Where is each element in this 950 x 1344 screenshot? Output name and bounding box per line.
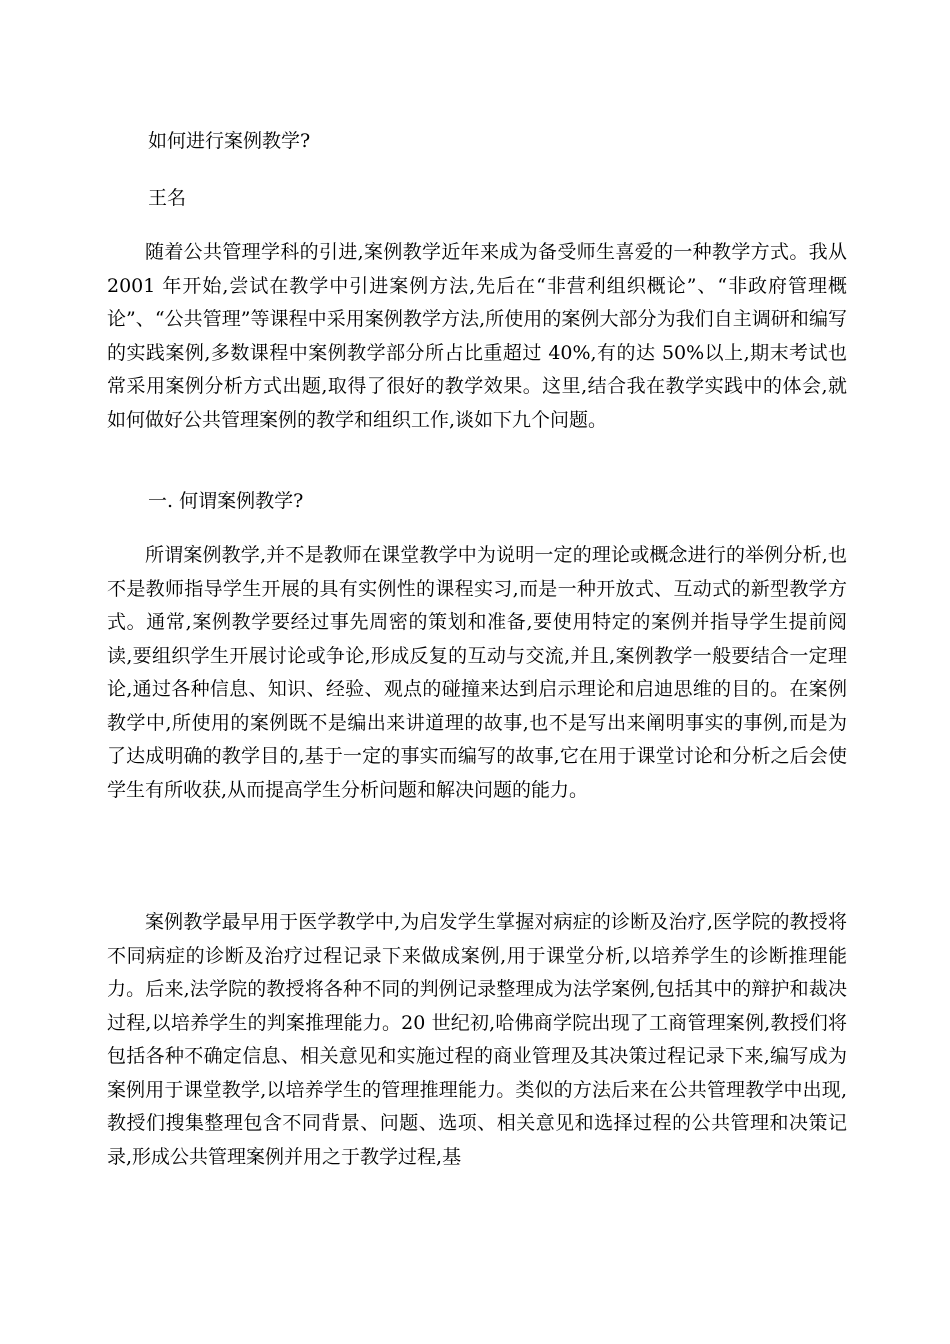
paragraph-definition: 所谓案例教学,并不是教师在课堂教学中为说明一定的理论或概念进行的举例分析,也不是教师指导学生开展的具有实例性的课程实习,而是一种开放式、互动式的新型教学方式。通常,案例教学要经过事先周密的策划和准备,要使用特定的案例并指导学生提前阅读,要组织学生开展讨论或争论,形成反复的互动与交流,并且,案例教学一般要结合一定理论,通过各种信息、知识、经验、观点的碰撞来达到启示理论和启迪思维的目的。在案例教学中,所使用的案例既不是编出来讲道理的故事,也不是写出来阐明事实的事例,而是为了达成明确的教学目的,基于一定的事实而编写的故事,它在用于课堂讨论和分析之后会使学生有所收获,从而提高学生分析问题和解决问题的能力。 xyxy=(107,544,847,801)
paragraph-intro: 随着公共管理学科的引进,案例教学近年来成为备受师生喜爱的一种教学方式。我从 2001 年开始,尝试在教学中引进案例方法,先后在“非营利组织概论”、“非政府管理概论”、“公共管理”等课程中采用案例教学方法,所使用的案例大部分为我们自主调研和编写的实践案例,多数课程中案例教学部分所占比重超过 40%,有的达 50%以上,期末考试也常采用案例分析方式出题,取得了很好的教学效果。这里,结合我在教学实践中的体会,就如何做好公共管理案例的教学和组织工作,谈如下九个问题。 xyxy=(107,241,847,431)
author-name: 王名 xyxy=(148,187,187,209)
document-title: 如何进行案例教学? xyxy=(148,130,311,152)
section-heading: 一. 何谓案例教学? xyxy=(148,490,304,512)
paragraph-history: 案例教学最早用于医学教学中,为启发学生掌握对病症的诊断及治疗,医学院的教授将不同病症的诊断及治疗过程记录下来做成案例,用于课堂分析,以培养学生的诊断推理能力。后来,法学院的教授将各种不同的判例记录整理成为法学案例,包括其中的辩护和裁决过程,以培养学生的判案推理能力。20 世纪初,哈佛商学院出现了工商管理案例,教授们将包括各种不确定信息、相关意见和实施过程的商业管理及其决策过程记录下来,编写成为案例用于课堂教学,以培养学生的管理推理能力。类似的方法后来在公共管理教学中出现,教授们搜集整理包含不同背景、问题、选项、相关意见和选择过程的公共管理和决策记录,形成公共管理案例并用之于教学过程,基 xyxy=(107,911,847,1168)
